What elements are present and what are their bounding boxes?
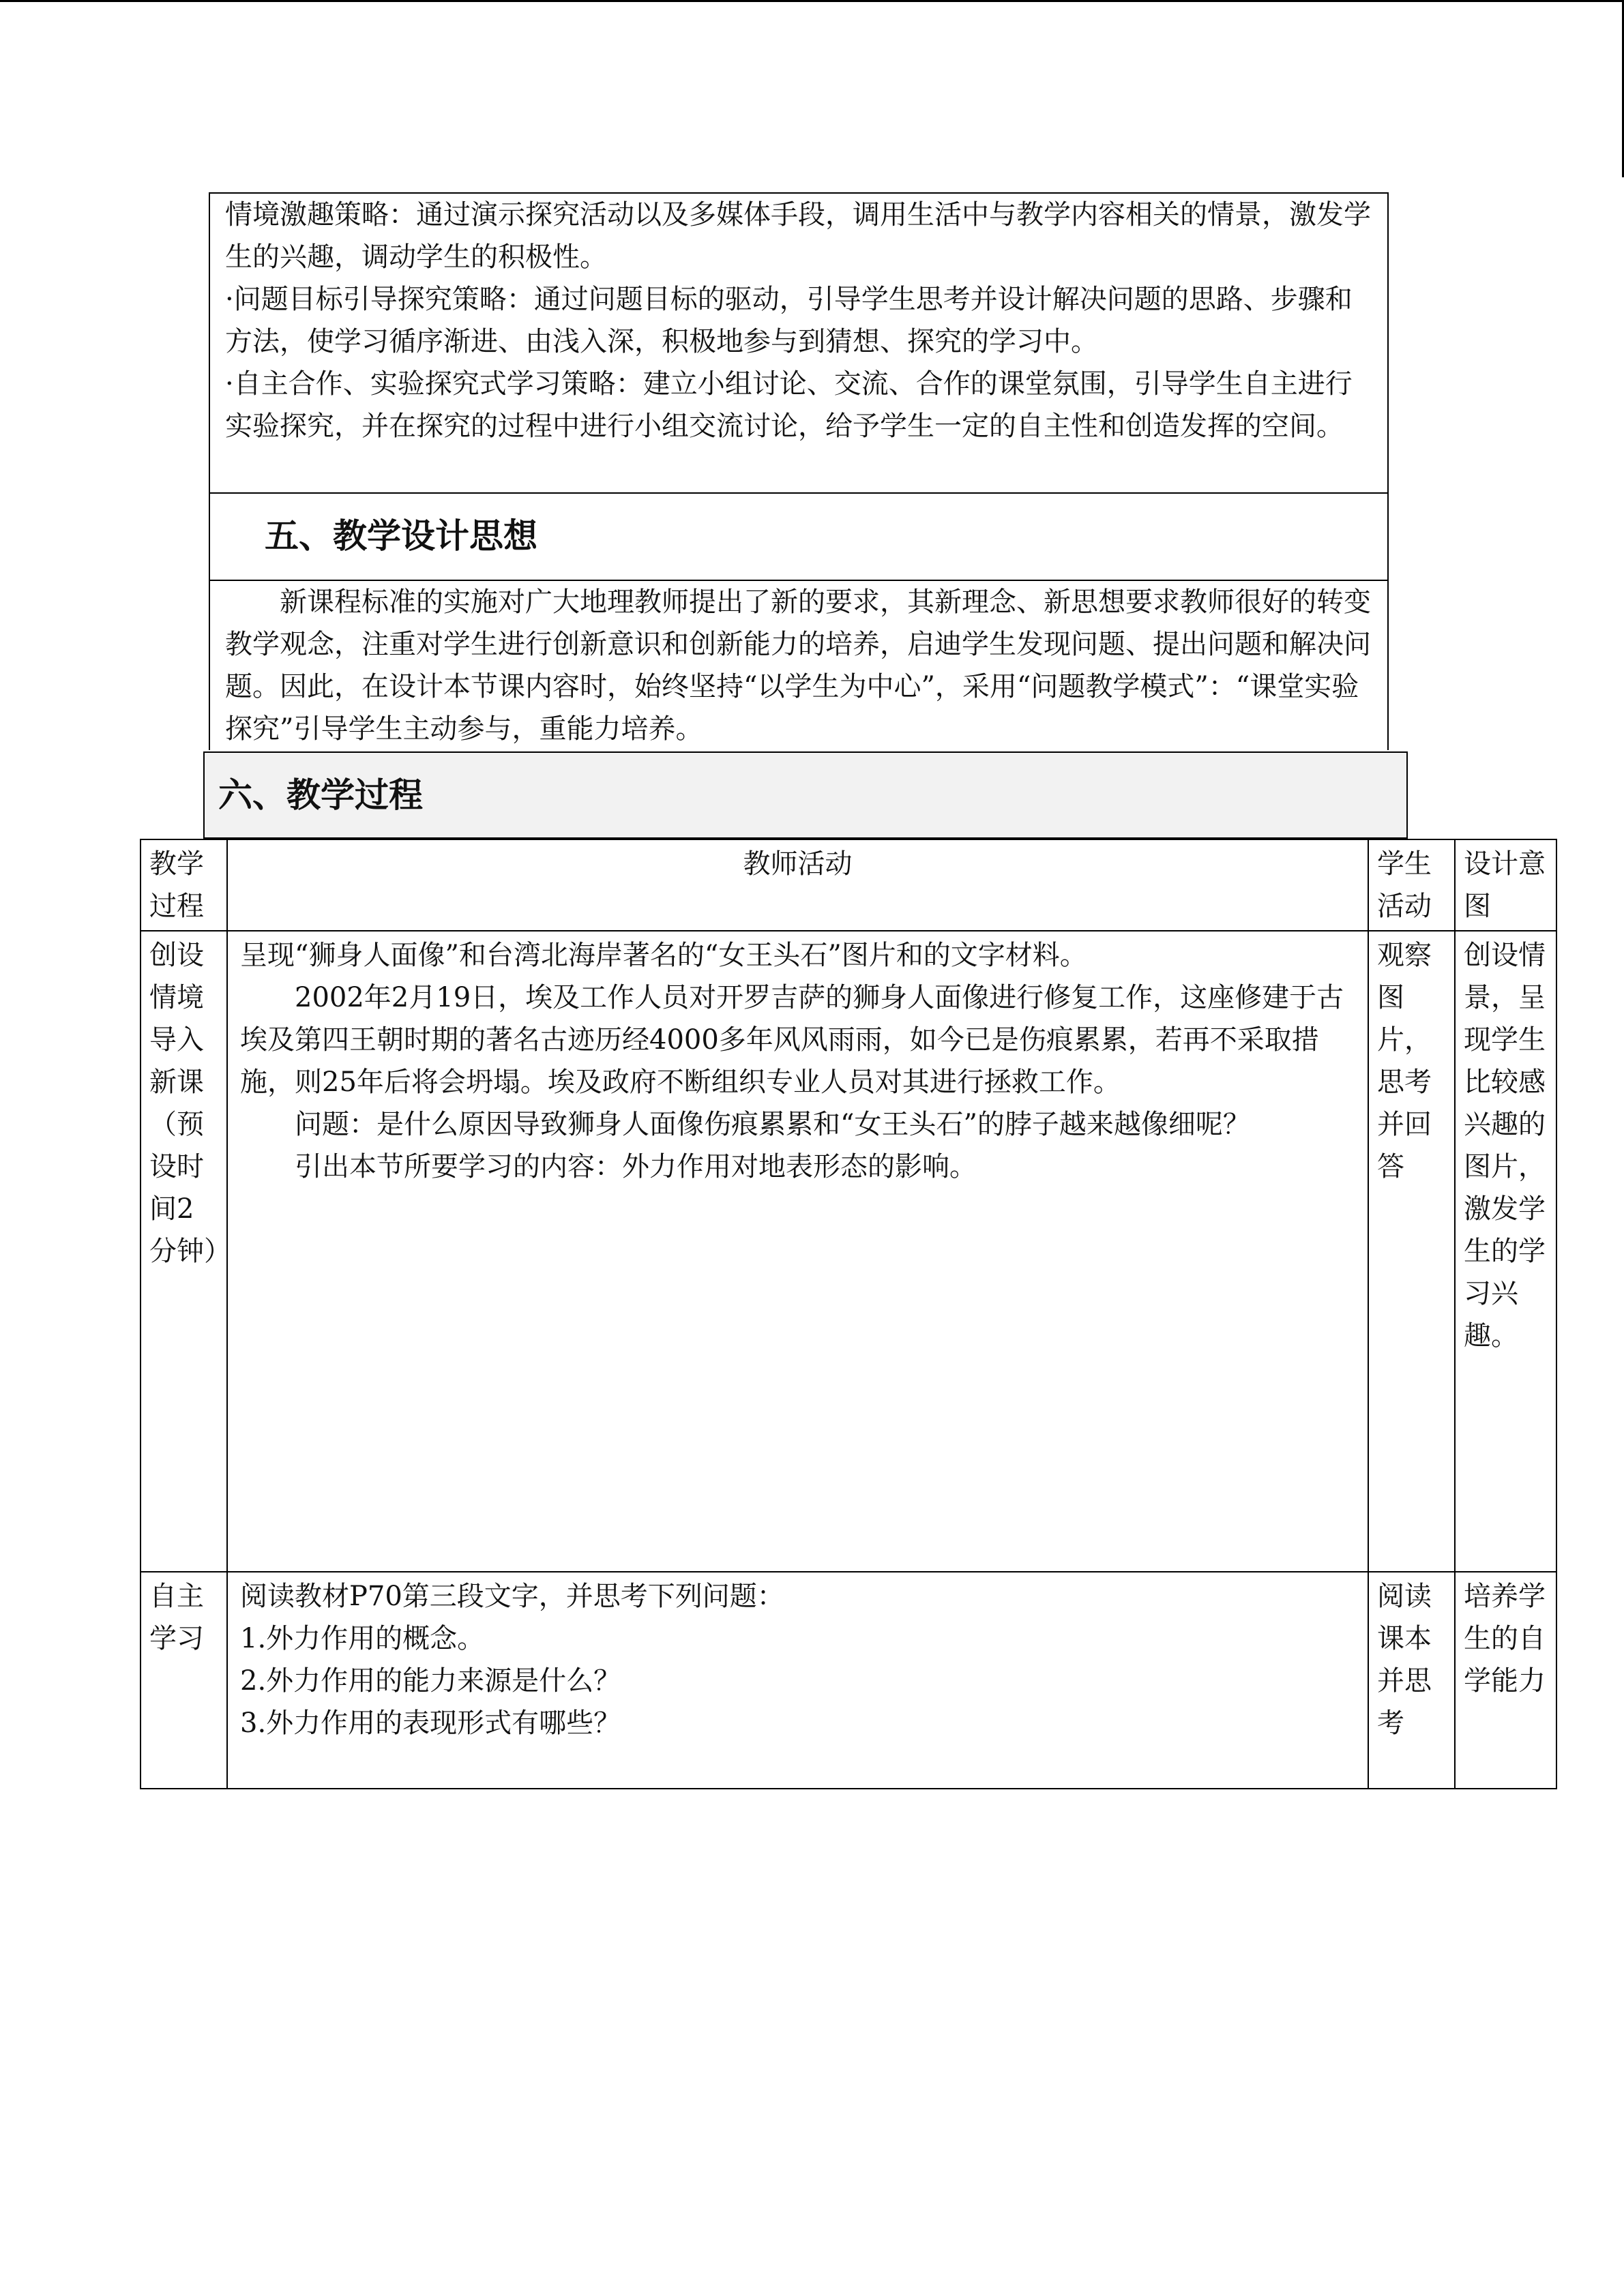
header-intent: 设计意图 [1455, 839, 1556, 931]
table-row [141, 1572, 1556, 1789]
teacher-line: 呈现“狮身人面像”和台湾北海岸著名的“女王头石”图片和的文字材料。 [240, 940, 1087, 971]
stage-cell: 自主学习 [141, 1572, 227, 1789]
teacher-activity-cell [227, 931, 1368, 1572]
teacher-line: 引出本节所要学习的内容：外力作用对地表形态的影响。 [295, 1151, 977, 1182]
teacher-line: 3.外力作用的表现形式有哪些？ [240, 1708, 621, 1739]
teaching-process-table [140, 839, 1557, 1789]
teacher-activity-cell [227, 1572, 1368, 1789]
section6-title: 六、教学过程 [218, 775, 423, 815]
header-student: 学生活动 [1368, 839, 1455, 931]
student-activity-cell: 观察图片，思考并回答 [1368, 931, 1455, 1572]
teacher-line: 阅读教材P70第三段文字，并思考下列问题： [240, 1581, 784, 1612]
section5-body-box [209, 580, 1389, 750]
teacher-line: 2002年2月19日，埃及工作人员对开罗吉萨的狮身人面像进行修复工作，这座修建于古埃及第四王朝时期的著名古迹历经4000多年风风雨雨，如今已是伤痕累累，若再不采取措施，则25年后将会坍塌。埃及政府不断组织专业人员对其进行拯救工作。 [240, 982, 1344, 1098]
teaching-strategy-box [209, 192, 1389, 494]
section6-header [203, 751, 1408, 839]
table-header-row [141, 839, 1556, 931]
table-row [141, 931, 1556, 1572]
section5-header [209, 492, 1389, 581]
teacher-line: 问题：是什么原因导致狮身人面像伤痕累累和“女王头石”的脖子越来越像细呢？ [295, 1109, 1250, 1140]
design-intent-cell: 培养学生的自学能力 [1455, 1572, 1556, 1789]
header-stage: 教学过程 [141, 839, 227, 931]
section5-title: 五、教学设计思想 [265, 516, 537, 556]
strategy-line: ·自主合作、实验探究式学习策略：建立小组讨论、交流、合作的课堂氛围，引导学生自主进行实验探究，并在探究的过程中进行小组交流讨论，给予学生一定的自主性和创造发挥的空间。 [225, 368, 1353, 442]
strategy-line: 情境激趣策略：通过演示探究活动以及多媒体手段，调用生活中与教学内容相关的情景，激发学生的兴趣，调动学生的积极性。 [225, 199, 1371, 273]
design-intent-cell: 创设情景，呈现学生比较感兴趣的图片，激发学生的学习兴趣。 [1455, 931, 1556, 1572]
page-top-border [0, 0, 1624, 2]
stage-cell: 创设情境导入新课（预设时间2分钟） [141, 931, 227, 1572]
teacher-line: 1.外力作用的概念。 [240, 1623, 485, 1654]
section5-body: 新课程标准的实施对广大地理教师提出了新的要求，其新理念、新思想要求教师很好的转变教学观念，注重对学生进行创新意识和创新能力的培养，启迪学生发现问题、提出问题和解决问题。因此，在设计本节课内容时，始终坚持“以学生为中心”，采用“问题教学模式”：“课堂实验探究”引导学生主动参与，重能力培养。 [225, 586, 1371, 745]
student-activity-cell: 阅读课本并思考 [1368, 1572, 1455, 1789]
teacher-line: 2.外力作用的能力来源是什么？ [240, 1665, 621, 1697]
strategy-line: ·问题目标引导探究策略：通过问题目标的驱动，引导学生思考并设计解决问题的思路、步骤和方法，使学习循序渐进、由浅入深，积极地参与到猜想、探究的学习中。 [225, 284, 1353, 357]
header-teacher: 教师活动 [227, 839, 1368, 931]
